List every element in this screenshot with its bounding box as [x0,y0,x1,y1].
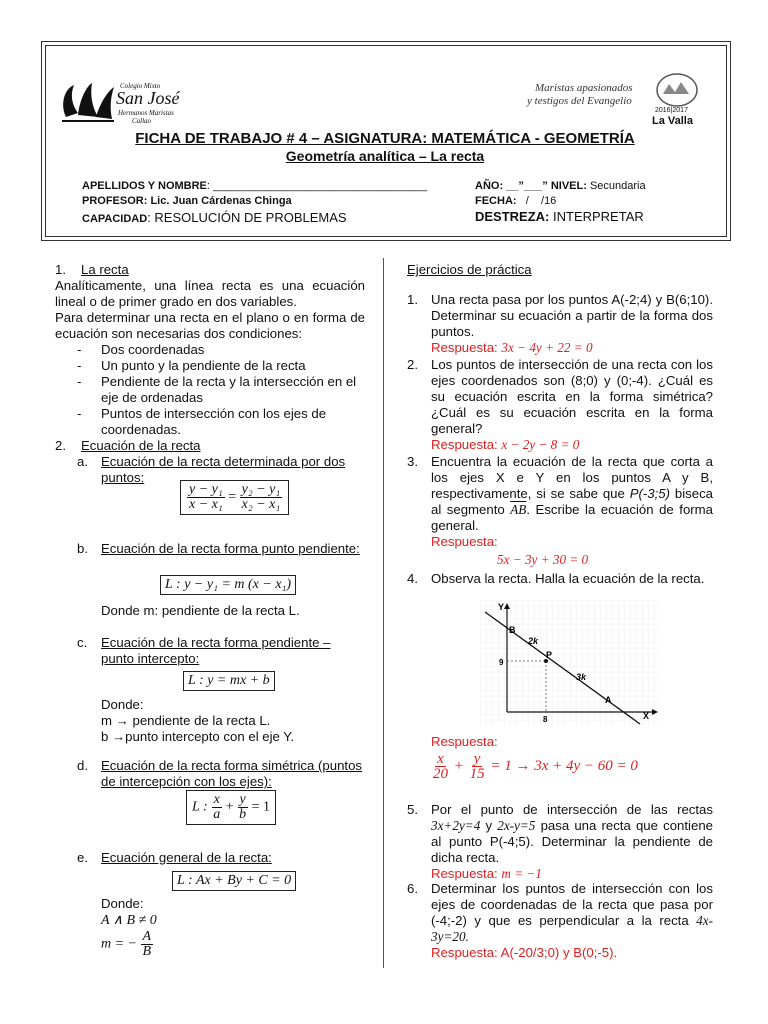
subsection-a-title: Ecuación de la recta determinada por dos puntos: [101,454,346,485]
nombre-field [82,180,427,192]
graph-label-9: 9 [499,658,504,667]
graph-label-b: B [509,625,516,635]
list-item: - Dos coordenadas [77,342,205,357]
two-point-formula: $\frac{\text{y − y₁}}{\text{x − x₁}}$ = $\frac{\text{y₂ − y₁}}{\text{x₂ − x₁}}$ [180,480,289,515]
c-slope-def: m → pendiente de la recta L. [101,713,271,728]
exercise-1-text: Una recta pasa por los puntos A(-2;4) y B(6;10). Determinar su ecuación a partir de la forma dos puntos. [431,292,713,339]
general-formula: L : Ax + By + C = 0 [172,871,296,891]
motto-line1: Maristas apasionados [535,82,633,94]
la-valla-emblem-icon [655,72,699,108]
list-item: - Puntos de intersección con los ejes de coordenadas. [77,406,327,437]
nombre-blank: : ___________________________________ [206,180,428,192]
subsection-d-title: Ecuación de la recta forma simétrica (puntos de intercepción con los ejes): [101,758,362,789]
symmetric-formula: L : $\frac{x}{a}$ + $\frac{y}{b}$ = 1 [186,790,276,825]
list-item: - Un punto y la pendiente de la recta [77,358,306,373]
subsection-d: d. Ecuación de la recta forma simétrica (puntos de intercepción con los ejes): [77,758,362,789]
anio-label: AÑO: [475,180,504,192]
exercise-6-answer: Respuesta: A(-20/3;0) y B(0;-5). [431,945,618,960]
motto-line2: y testigos del Evangelio [527,95,632,107]
graph-label-2k: 2k [528,636,539,646]
e-donde: Donde: [101,896,144,911]
e-condition: A ∧ B ≠ 0 [101,913,157,928]
conditions-list [55,342,365,438]
exercise-6-text: Determinar los puntos de intersección con los ejes de coordenadas de la recta que pasa por (-4;-2) y que es perpendicular a la recta 4x-3y=20. [431,881,713,944]
subsection-e-title: Ecuación general de la recta: [101,850,272,865]
capacidad-field [82,210,347,225]
graph-label-8: 8 [543,715,548,724]
point-slope-formula: L : y − y₁ = m (x − x₁) [160,575,296,595]
worksheet-title: FICHA DE TRABAJO # 4 – ASIGNATURA: MATEMÁTICA - GEOMETRÍA [135,130,635,147]
school-emblem-icon [58,77,118,127]
exercise-1: 1. Una recta pasa por los puntos A(-2;4) y B(6;10). Determinar su ecuación a partir de la forma dos puntos. Respuesta: 3x − 4y + 22 = 0 [407,292,713,355]
destreza-field [475,209,644,224]
exercise-2-text: Los puntos de intersección de una recta con los ejes coordenados son (8;0) y (0;-4). ¿Cuál es su ecuación escrita en la forma simétrica? ¿Cuál es su ecuación escrita en la forma general? [431,357,713,436]
subsection-c: c. Ecuación de la recta forma pendiente – punto intercepto: [77,635,362,667]
section-2-heading [55,438,365,454]
marist-logo [505,70,720,130]
exercise-3-answer: 5x − 3y + 30 = 0 [497,552,589,567]
slope-note: Donde m: pendiente de la recta L. [101,603,300,618]
nivel-value: Secundaria [589,180,646,192]
exercise-4-answer-label: Respuesta: [431,734,498,749]
anio-value: __”___” [503,180,548,192]
section-2-number: 2. [55,438,66,453]
exercise-6: 6. Determinar los puntos de intersección con los ejes de coordenadas de la recta que pasa por (-4;-2) y que es perpendicular a la recta 4x-3y=20. Respuesta: A(-20/3;0) y B(0;-5). [407,881,713,960]
fecha-field [475,195,556,207]
worksheet-subtitle: Geometría analítica – La recta [285,148,485,164]
subsection-b-title: Ecuación de la recta forma punto pendiente: [101,541,360,556]
exercise-5: 5. Por el punto de intersección de las rectas 3x+2y=4 y 2x-y=5 pasa una recta que contiene al punto P(-4;5). Determinar la pendiente de dicha recta. Respuesta: m = −1 [407,802,713,881]
exercise-1-answer: Respuesta: 3x − 4y + 22 = 0 [431,340,593,355]
subsection-a: a. Ecuación de la recta determinada por dos puntos: [77,454,346,485]
graph-label-3k: 3k [576,672,587,682]
destreza-value: INTERPRETAR [549,209,644,224]
capacidad-label: CAPACIDAD [82,213,148,225]
c-donde: Donde: m → pendiente de la recta L. b →punto intercepto con el eje Y. [101,697,295,744]
graph-label-a: A [605,695,612,705]
exercise-5-answer: Respuesta: m = −1 [431,866,542,881]
logo-line1: Colegio Mixto [120,82,161,90]
destreza-label: DESTREZA: [475,209,550,224]
fecha-value: / /16 [516,195,557,207]
capacidad-value: : RESOLUCIÓN DE PROBLEMAS [147,210,347,225]
exercise-2-answer: Respuesta: x − 2y − 8 = 0 [431,437,580,452]
exercise-4-graph [480,600,660,725]
section-2-title: Ecuación de la recta [81,438,201,453]
logo-line2: Hermanos Maristas [118,109,174,117]
logo-place: La Valla [652,115,693,127]
exercise-3-text: Encuentra la ecuación de la recta que corta a los ejes X e Y en los puntos A y B, respectivamente, si se sabe que P(-3;5) biseca al segmento $\overline{AB}$. Escribe la ecuación de forma general. [431,454,713,533]
exercise-4: 4. Observa la recta. Halla la ecuación de la recta. [407,571,713,587]
graph-label-x: X [643,711,650,721]
section-1-title: La recta [81,262,129,277]
exercise-5-text: Por el punto de intersección de las rectas 3x+2y=4 y 2x-y=5 pasa una recta que contiene al punto P(-4;5). Determinar la pendiente de dicha recta. [431,802,713,865]
subsection-c-title: Ecuación de la recta forma pendiente – punto intercepto: [101,635,331,666]
anio-field [475,180,646,192]
subsection-b: b. Ecuación de la recta forma punto pendiente: [77,541,362,557]
exercise-2: 2. Los puntos de intersección de una recta con los ejes coordenados son (8;0) y (0;-4). ¿Cuál es su ecuación escrita en la forma simétrica? ¿Cuál es su ecuación escrita en la forma general? Respuesta: x − 2y − 8 = 0 [407,357,713,452]
slope-intercept-formula: L : y = mx + b [183,671,275,691]
logo-years: 2016|2017 [655,107,688,114]
e-slope-formula: m = − $\frac{A}{B}$ [101,929,152,959]
fecha-label: FECHA: [475,195,517,207]
exercise-4-answer: $\frac{x}{20}$ + $\frac{y}{15}$ = 1 → 3x + 4y − 60 = 0 [433,751,638,782]
nivel-label: NIVEL: [550,180,587,192]
list-item: - Pendiente de la recta y la intersección en el eje de ordenadas [77,374,357,405]
graph-label-p: P [546,650,553,660]
c-intercept-def: b →punto intercepto con el eje Y. [101,729,295,744]
exercise-3-answer-label: Respuesta: [431,534,498,549]
exercises-heading: Ejercicios de práctica [407,262,532,277]
left-column [55,262,365,486]
nombre-label: APELLIDOS Y NOMBRE [82,180,207,192]
section-1-paragraph-2: Para determinar una recta en el plano o en forma de ecuación son necesarias dos condiciones: [55,310,365,341]
graph-label-y: Y [498,602,505,612]
section-1-heading [55,262,365,278]
logo-line3: Callao [132,117,152,125]
subsection-e: e. Ecuación general de la recta: [77,850,362,866]
profesor-field: PROFESOR: Lic. Juan Cárdenas Chinga [82,195,292,207]
section-1-number: 1. [55,262,66,277]
school-logo [58,72,228,127]
exercise-3: 3. Encuentra la ecuación de la recta que corta a los ejes X e Y en los puntos A y B, respectivamente, si se sabe que P(-3;5) biseca al segmento $\overline{AB}$. Escribe la ecuación de forma general. Respuesta: 5x − 3y + 30 = 0 [407,454,713,567]
exercise-4-text: Observa la recta. Halla la ecuación de la recta. [431,571,705,586]
section-1-paragraph-1: Analíticamente, una línea recta es una ecuación lineal o de primer grado en dos variables. [55,278,365,309]
column-divider [383,258,384,968]
logo-name: San José [116,88,180,108]
